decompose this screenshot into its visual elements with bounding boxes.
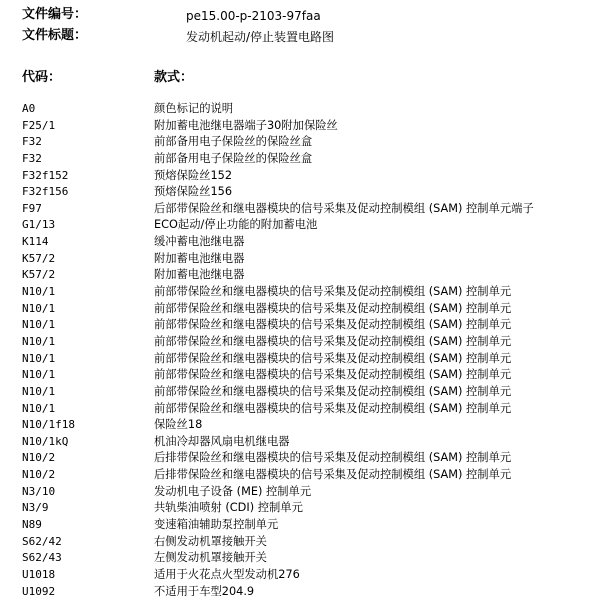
component-code: N10/2 [22, 468, 56, 482]
component-code: G1/13 [22, 218, 56, 232]
list-item [0, 267, 601, 284]
list-item [0, 417, 601, 434]
list-item [0, 201, 601, 218]
component-description: 前部带保险丝和继电器模块的信号采集及促动控制模组 (SAM) 控制单元 [154, 384, 512, 398]
component-description: 发动机电子设备 (ME) 控制单元 [154, 484, 312, 498]
component-description: 附加蓄电池继电器 [154, 268, 245, 282]
component-description: 预熔保险丝152 [154, 168, 233, 182]
list-item [0, 101, 601, 118]
component-description: 保险丝18 [154, 418, 203, 432]
component-description: 右侧发动机罩接触开关 [154, 534, 267, 548]
list-item [0, 151, 601, 168]
component-code: N10/1 [22, 351, 56, 365]
list-item [0, 234, 601, 251]
list-item [0, 450, 601, 467]
list-item [0, 317, 601, 334]
component-code: N89 [22, 518, 42, 532]
doc-title-label: 文件标题： [22, 28, 88, 43]
component-code: F97 [22, 201, 42, 215]
component-code: F32f156 [22, 185, 69, 199]
component-description: 前部带保险丝和继电器模块的信号采集及促动控制模组 (SAM) 控制单元 [154, 401, 512, 415]
component-description: 后排带保险丝和继电器模块的信号采集及促动控制模组 (SAM) 控制单元 [154, 451, 512, 465]
list-item [0, 434, 601, 451]
component-code: F25/1 [22, 118, 56, 132]
list-item [0, 284, 601, 301]
component-description: 预熔保险丝156 [154, 185, 233, 199]
list-item [0, 168, 601, 185]
component-code: N10/1kQ [22, 434, 69, 448]
list-item [0, 550, 601, 567]
doc-number-label: 文件编号： [22, 7, 88, 22]
list-item [0, 500, 601, 517]
component-code: U1092 [22, 584, 56, 598]
component-code: F32 [22, 151, 42, 165]
list-item [0, 467, 601, 484]
component-code: N10/1 [22, 301, 56, 315]
list-item [0, 401, 601, 418]
component-code: F32 [22, 135, 42, 149]
component-description: 附加蓄电池继电器端子30附加保险丝 [154, 118, 338, 132]
component-code: K57/2 [22, 251, 56, 265]
list-item [0, 567, 601, 584]
doc-number-value: pe15.00-p-2103-97faa [186, 9, 321, 23]
component-code: N3/9 [22, 501, 49, 515]
component-description: 前部带保险丝和继电器模块的信号采集及促动控制模组 (SAM) 控制单元 [154, 351, 512, 365]
component-description: ECO起动/停止功能的附加蓄电池 [154, 218, 318, 232]
component-description: 前部带保险丝和继电器模块的信号采集及促动控制模组 (SAM) 控制单元 [154, 334, 512, 348]
component-description: 缓冲蓄电池继电器 [154, 235, 245, 249]
component-description: 颜色标记的说明 [154, 102, 234, 115]
component-description: 不适用于车型204.9 [154, 584, 255, 598]
component-code: N10/2 [22, 451, 56, 465]
component-code: N10/1 [22, 384, 56, 398]
doc-title-value: 发动机起动/停止装置电路图 [186, 30, 335, 44]
component-code: K57/2 [22, 268, 56, 282]
component-description: 前部带保险丝和继电器模块的信号采集及促动控制模组 (SAM) 控制单元 [154, 368, 512, 382]
component-code: N10/1 [22, 318, 56, 332]
component-description: 机油冷却器风扇电机继电器 [154, 434, 290, 448]
component-code: N10/1 [22, 401, 56, 415]
component-code: U1018 [22, 567, 56, 581]
component-code: N10/1 [22, 334, 56, 348]
component-description: 后排带保险丝和继电器模块的信号采集及促动控制模组 (SAM) 控制单元 [154, 468, 512, 482]
list-item [0, 367, 601, 384]
list-item [0, 517, 601, 534]
column-header-style: 款式： [154, 70, 194, 85]
component-description: 前部带保险丝和继电器模块的信号采集及促动控制模组 (SAM) 控制单元 [154, 318, 512, 332]
component-description: 前部带保险丝和继电器模块的信号采集及促动控制模组 (SAM) 控制单元 [154, 301, 512, 315]
component-description: 附加蓄电池继电器 [154, 251, 245, 265]
column-header-code: 代码： [22, 70, 62, 85]
component-description: 共轨柴油喷射 (CDI) 控制单元 [154, 501, 303, 515]
list-item [0, 184, 601, 201]
component-code: N3/10 [22, 484, 56, 498]
list-item [0, 534, 601, 551]
list-item [0, 134, 601, 151]
component-description: 适用于火花点火型发动机276 [154, 567, 300, 581]
list-item [0, 217, 601, 234]
component-description: 左侧发动机罩接触开关 [154, 551, 267, 565]
component-code: N10/1 [22, 368, 56, 382]
list-item [0, 351, 601, 368]
list-item [0, 251, 601, 268]
component-code: F32f152 [22, 168, 69, 182]
component-description: 前部备用电子保险丝的保险丝盒 [154, 151, 313, 165]
component-description: 变速箱油辅助泵控制单元 [154, 518, 279, 532]
component-list [0, 101, 601, 600]
component-description: 后部带保险丝和继电器模块的信号采集及促动控制模组 (SAM) 控制单元端子 [154, 201, 534, 215]
component-code: N10/1f18 [22, 418, 75, 432]
component-code: A0 [22, 102, 36, 115]
component-description: 前部带保险丝和继电器模块的信号采集及促动控制模组 (SAM) 控制单元 [154, 285, 512, 299]
list-item [0, 301, 601, 318]
list-item [0, 384, 601, 401]
component-code: K114 [22, 235, 49, 249]
component-description: 前部备用电子保险丝的保险丝盒 [154, 135, 313, 149]
component-code: S62/43 [22, 551, 62, 565]
list-item [0, 334, 601, 351]
list-item [0, 484, 601, 501]
list-item [0, 118, 601, 135]
component-code: S62/42 [22, 534, 62, 548]
component-code: N10/1 [22, 285, 56, 299]
